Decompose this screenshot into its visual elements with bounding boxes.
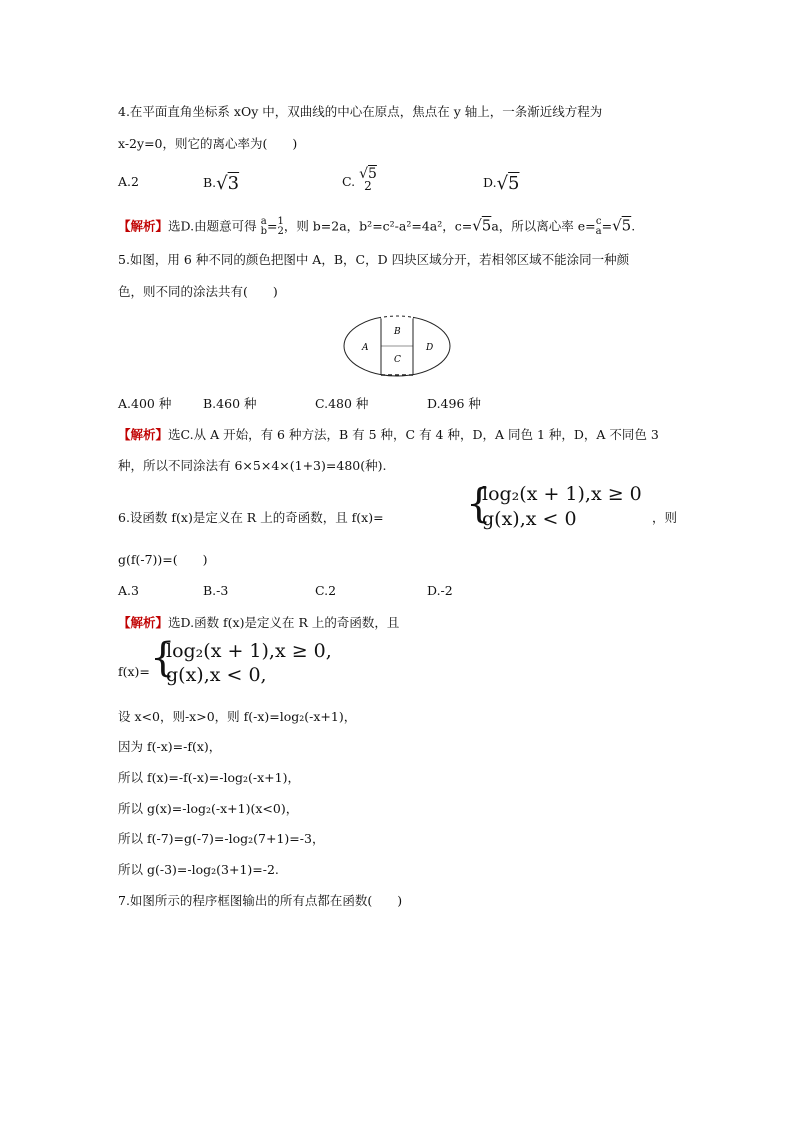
solution-tag: 【解析】 bbox=[118, 218, 169, 234]
q6-case2: g(x),x < 0 bbox=[482, 508, 577, 530]
solution-tag: 【解析】 bbox=[118, 615, 169, 630]
q6-solution-case2: g(x),x < 0, bbox=[166, 664, 267, 686]
q6-solution-fx: f(x)= bbox=[118, 664, 150, 679]
q6-option-b: B.-3 bbox=[203, 583, 229, 598]
region-label-a: A bbox=[362, 343, 369, 353]
q5-option-a: A.400 种 bbox=[118, 396, 172, 411]
q4-solution: 【解析】选D.由题意可得 a b = 1 2 ，则 b=2a，b²=c²-a²=4a²，c=√5a，所以离心率 e= c a =√5. bbox=[118, 216, 636, 237]
region-label-b: B bbox=[394, 327, 401, 337]
q7-stem-line1: 7.如图所示的程序框图输出的所有点都在函数( ) bbox=[118, 893, 403, 908]
q5-option-c: C.480 种 bbox=[315, 396, 369, 411]
q6-stem-post: ，则 bbox=[652, 510, 678, 525]
q4-option-d: D.√5 bbox=[483, 173, 520, 194]
q4-option-a: A.2 bbox=[118, 174, 139, 189]
region-label-c: C bbox=[394, 355, 401, 365]
q6-step1: 设 x<0，则-x>0，则 f(-x)=log₂(-x+1)， bbox=[118, 709, 357, 724]
q6-brace: { bbox=[466, 481, 492, 527]
q6-step4: 所以 g(x)=-log₂(-x+1)(x<0)， bbox=[118, 801, 299, 816]
q6-option-c: C.2 bbox=[315, 583, 337, 598]
q6-option-a: A.3 bbox=[118, 583, 139, 598]
solution-tag: 【解析】 bbox=[118, 427, 169, 442]
q5-stem-line2: 色，则不同的涂法共有( ) bbox=[118, 284, 278, 299]
q5-solution-line1: 【解析】选C.从 A 开始，有 6 种方法，B 有 5 种，C 有 4 种，D，A 同色 1 种，D，A 不同色 3 bbox=[118, 427, 659, 442]
q6-step2: 因为 f(-x)=-f(x)， bbox=[118, 739, 222, 754]
q6-option-d: D.-2 bbox=[427, 583, 453, 598]
q5-stem-line1: 5.如图，用 6 种不同的颜色把图中 A，B，C，D 四块区域分开，若相邻区域不能涂同一种颜 bbox=[118, 252, 630, 267]
q6-stem-pre: 6.设函数 f(x)是定义在 R 上的奇函数，且 f(x)= bbox=[118, 510, 384, 525]
q4-stem-line1: 4.在平面直角坐标系 xOy 中，双曲线的中心在原点，焦点在 y 轴上，一条渐近线方程为 bbox=[118, 104, 603, 119]
q4-stem-line2: x-2y=0，则它的离心率为( ) bbox=[118, 136, 298, 151]
q6-solution-line1: 【解析】选D.函数 f(x)是定义在 R 上的奇函数，且 bbox=[118, 615, 400, 630]
q6-step5: 所以 f(-7)=g(-7)=-log₂(7+1)=-3， bbox=[118, 831, 325, 846]
q4-option-c: C. √5 2 bbox=[342, 166, 377, 193]
q5-option-d: D.496 种 bbox=[427, 396, 481, 411]
q6-stem-line2: g(f(-7))=( ) bbox=[118, 552, 208, 567]
q6-step6: 所以 g(-3)=-log₂(3+1)=-2. bbox=[118, 862, 279, 877]
region-label-d: D bbox=[426, 343, 434, 353]
q6-case1: log₂(x + 1),x ≥ 0 bbox=[482, 483, 642, 505]
q6-solution-case1: log₂(x + 1),x ≥ 0, bbox=[166, 640, 332, 662]
q5-option-b: B.460 种 bbox=[203, 396, 257, 411]
region-diagram bbox=[342, 314, 452, 378]
q6-solution-brace: { bbox=[150, 635, 176, 681]
q4-option-b: B.√3 bbox=[203, 173, 240, 194]
q6-step3: 所以 f(x)=-f(-x)=-log₂(-x+1)， bbox=[118, 770, 300, 785]
q5-solution-line2: 种，所以不同涂法有 6×5×4×(1+3)=480(种). bbox=[118, 458, 387, 473]
